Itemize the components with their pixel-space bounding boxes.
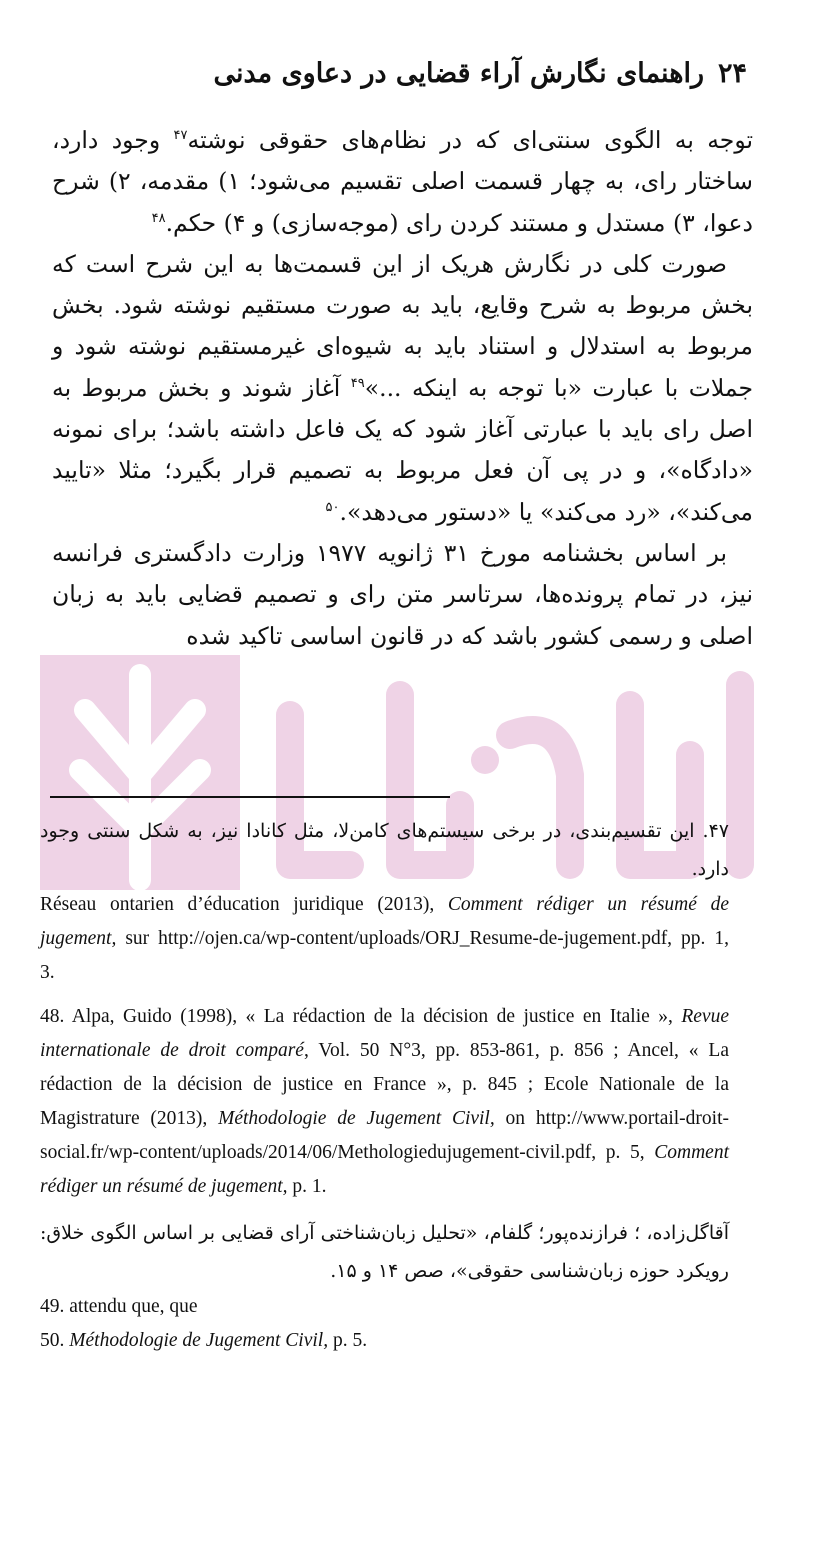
footnote-ref: ۴۹ [350, 375, 365, 391]
footnote-47-reference [40, 888, 729, 990]
footnote-text: 48. Alpa, Guido (1998), « La rédaction de la décision de justice en Italie », [40, 1006, 682, 1027]
footnote-text: sur http://ojen.ca/wp-content/uploads/ORJ_Resume-de-jugement.pdf, pp. 1, 3. [40, 928, 729, 983]
paragraph-text: آغاز شوند و بخش مربوط به اصل رای باید با عبارتی آغاز شود که یک فاعل داشته باشد؛ برای نمونه «دادگاه»، و در پی آن فعل مربوط به تصمیم قرار بگیرد؛ مثلا «تایید می‌کند»، «رد می‌کند» یا «دستور می‌دهد». [52, 373, 753, 526]
footnote-ref: ۴۷ [173, 128, 188, 144]
footnote-ref: ۴۸ [151, 210, 166, 226]
paragraph-text: صورت کلی در نگارش هریک از این قسمت‌ها به این شرح است که بخش مربوط به شرح وقایع، باید به صورت مستقیم نوشته شود. بخش مربوط به استدلال و استناد باید به شیوه‌ای غیرمستقیم نوشته شود و جملات با عبارت «با توجه به اینکه ...» [52, 249, 753, 402]
footnote-ref: ۵۰ [325, 499, 340, 515]
footnote-text: on http://www.portail-droit-social.fr/wp-content/uploads/2014/06/Methologiedujugement-civil.pdf, p. 5, [40, 1108, 729, 1163]
paragraph-text: توجه به الگوی سنتی‌ای که در نظام‌های حقوقی نوشته [187, 126, 753, 154]
footnote-50 [40, 1324, 729, 1358]
footnote-48-persian: آقاگل‌زاده، ؛ فرازنده‌پور؛ گلفام، «تحلیل زبان‌شناختی آرای قضایی بر اساس الگوی خلاق: رویکرد حوزه زبان‌شناسی حقوقی»، صص ۱۴ و ۱۵. [40, 1222, 729, 1282]
footnote-47: ۴۷. این تقسیم‌بندی، در برخی سیستم‌های کامن‌لا، مثل کانادا نیز، به شکل سنتی وجود دارد. [40, 820, 729, 880]
paragraph [52, 244, 753, 533]
footnote-title: Méthodologie de Jugement Civil, [69, 1330, 329, 1351]
footnote-title: Méthodologie de Jugement Civil, [218, 1108, 495, 1129]
page-number: ۲۴ [717, 58, 747, 89]
footnote-title: Comment rédiger un résumé de jugement, [40, 894, 729, 949]
paragraph-text: وجود دارد، ساختار رای، به چهار قسمت اصلی تقسیم می‌شود؛ ۱) مقدمه، ۲) شرح دعوا، ۳) مستدل و مستند کردن رای (موجه‌سازی) و ۴) حکم. [52, 126, 753, 237]
footnote-text: p. 1. [287, 1176, 327, 1197]
running-header [213, 58, 747, 89]
footnote-separator [50, 796, 450, 798]
footnote-text: Réseau ontarien d’éducation juridique (2013), [40, 894, 448, 915]
paragraph: بر اساس بخشنامه مورخ ۳۱ ژانویه ۱۹۷۷ وزارت دادگستری فرانسه نیز، در تمام پرونده‌ها، سرتاسر متن رای و تصمیم قضایی باید به زبان اصلی و رسمی کشور باشد که در قانون اساسی تاکید شده [52, 538, 753, 650]
footnotes [40, 812, 729, 1358]
footnote-text: p. 5. [328, 1330, 368, 1351]
footnote-text: 50. [40, 1330, 70, 1351]
main-text [52, 120, 753, 657]
book-title: راهنمای نگارش آراء قضایی در دعاوی مدنی [213, 58, 704, 89]
footnote-49: 49. attendu que, que [40, 1296, 198, 1317]
footnote-title: Comment rédiger un résumé de jugement, [40, 1142, 729, 1197]
footnote-48 [40, 1000, 729, 1204]
footnote-title: Revue internationale de droit comparé [40, 1006, 729, 1061]
paragraph [52, 120, 753, 244]
footnote-text: , Vol. 50 N°3, pp. 853-861, p. 856 ; Ancel, « La rédaction de la décision de justice en France », p. 845 ; Ecole Nationale de la Magistrature (2013), [40, 1040, 729, 1129]
